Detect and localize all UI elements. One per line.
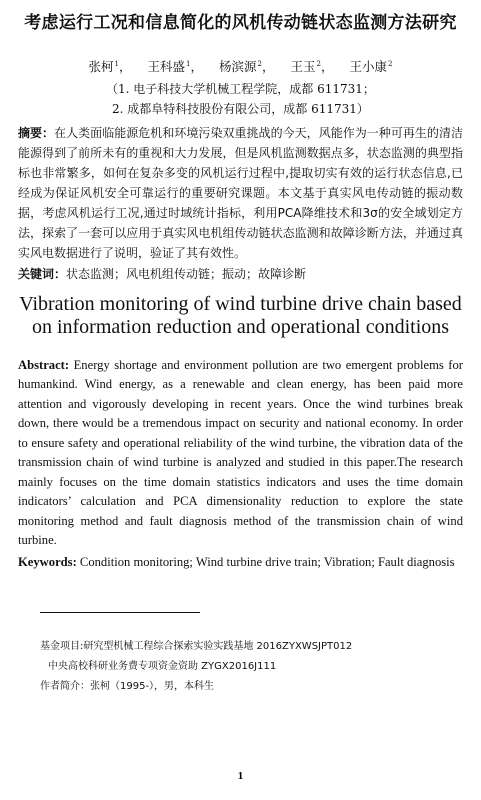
author-affil-mark: 2 bbox=[387, 60, 393, 68]
author-affil-mark: 2 bbox=[257, 60, 262, 68]
author-name: 王科盛 bbox=[147, 59, 186, 75]
affiliation-line: （1. 电子科技大学机械工程学院，成都 611731； bbox=[106, 82, 375, 97]
author-list bbox=[18, 56, 463, 75]
abstract-en-label: Abstract: bbox=[18, 357, 70, 372]
author: 王科盛$^1$， bbox=[147, 59, 204, 75]
author: 王玉$^2$， bbox=[290, 59, 334, 75]
abstract-en-text: Energy shortage and environment pollution are two emergent problems for humankind. Wind energy, as a renewable and clean energy, has been paid more attention and vigorously developing in recent years. Once the wind turbines break down, there would be a tremendous impact on security and national economy. In order to ensure safety and operational reliability of the wind turbine, the vibration data of the transmission chain of wind turbine is analyzed and studied in this paper.The research mainly focuses on the time domain statistics indicators and uses the time domain indicators’ calculation and PCA dimensionality reduction to explore the state monitoring method and fault diagnosis method of the transmission chain of wind turbine. bbox=[18, 357, 463, 548]
paper-title-en: Vibration monitoring of wind turbine drive chain based on information reduction and operational conditions bbox=[19, 293, 462, 339]
paper-title-cn: 考虑运行工况和信息简化的风机传动链状态监测方法研究 bbox=[24, 13, 457, 33]
keywords-cn-label: 关键词： bbox=[18, 267, 67, 282]
footnote-funding: 基金项目:研究型机械工程综合探索实验实践基地 2016ZYXWSJPT012 bbox=[40, 641, 353, 653]
author-affil-mark: 1 bbox=[186, 60, 191, 68]
keywords-cn bbox=[18, 265, 463, 283]
author-affil-mark: 2 bbox=[316, 60, 321, 68]
author-affil-mark: 1 bbox=[114, 60, 120, 68]
keywords-en bbox=[18, 553, 463, 573]
footnotes bbox=[40, 637, 463, 697]
abstract-cn-text: 在人类面临能源危机和环境污染双重挑战的今天，风能作为一种可再生的清洁能源得到了前所未有的重视和大力发展，但是风机监测数据点多，状态监测的典型指标也非常繁多，如何在复杂多变的风机运行过程中,提取切实有效的运行状态信息,已经成为保证风机安全可靠运行的重要研究课题。本文基于真实风电传动链的振动数据，考虑风机运行工况,通过时域统计指标，利用PCA降维技术和3σ的安全域划定方法，探索了一套可以应用于真实风电机组传动链状态监测和故障诊断方法，并通过真实风电数据进行了说明，验证了其有效性。 bbox=[18, 126, 463, 261]
affiliation-line: 2. 成都阜特科技股份有限公司，成都 611731） bbox=[112, 102, 369, 117]
abstract-cn-label: 摘要： bbox=[18, 126, 55, 141]
author: 杨滨源$^2$， bbox=[219, 59, 275, 75]
author: 张柯$^1$， bbox=[88, 59, 132, 75]
footnote-funding-2: 中央高校科研业务费专项资金资助 ZYGX2016J111 bbox=[48, 661, 277, 673]
footnote-author-bio: 作者简介：张柯（1995-），男，本科生 bbox=[40, 681, 215, 693]
author bbox=[349, 56, 392, 75]
keywords-cn-text: 状态监测；风电机组传动链；振动；故障诊断 bbox=[66, 267, 307, 282]
abstract-cn bbox=[18, 123, 463, 263]
author-name: 张柯 bbox=[88, 59, 114, 75]
author-name: 杨滨源 bbox=[219, 59, 257, 75]
affiliations bbox=[18, 79, 463, 119]
author-name: 王小康 bbox=[349, 59, 387, 75]
keywords-en-text: Condition monitoring; Wind turbine drive train; Vibration; Fault diagnosis bbox=[79, 554, 455, 569]
abstract-en bbox=[18, 356, 463, 551]
page-number: 1 bbox=[237, 770, 244, 782]
footnote-divider bbox=[40, 612, 200, 613]
author-name: 王玉 bbox=[290, 59, 316, 75]
keywords-en-label: Keywords: bbox=[18, 554, 77, 569]
